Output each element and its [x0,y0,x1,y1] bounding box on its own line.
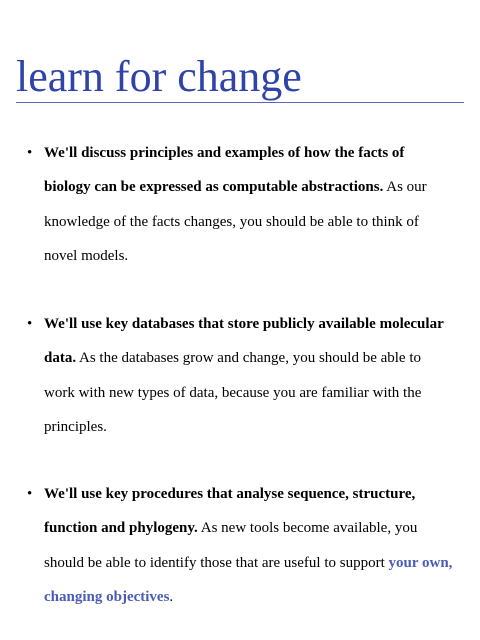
bullet-dot-icon: • [27,316,33,332]
slide-title: learn for change [16,52,464,103]
bullet-lead-text: We'll use key procedures that analyse sequence, structure, function and phylogeny. [44,486,416,537]
bullet-lead-text: We'll use key databases that store publicly available molecular data. [44,316,444,367]
bullet-body-text: As new tools become available, you should be able to identify those that are useful to support [44,520,418,571]
bullet-body-text: As the databases grow and change, you should be able to work with new types of data, because you are familiar with the principles. [44,350,422,435]
objectives-link[interactable]: your own, changing objectives [44,554,453,605]
bullet-end-text: . [169,588,174,605]
bullet-body-text: As our knowledge of the facts changes, you should be able to think of novel models. [44,179,427,264]
bullet-item-databases [27,307,454,444]
bullet-dot-icon: • [27,145,33,161]
bullet-item-procedures [27,477,454,614]
bullet-lead-text: We'll discuss principles and examples of how the facts of biology can be expressed as computable abstractions. [44,145,405,196]
bullet-dot-icon: • [27,486,33,502]
bullet-item-concepts [27,136,454,273]
